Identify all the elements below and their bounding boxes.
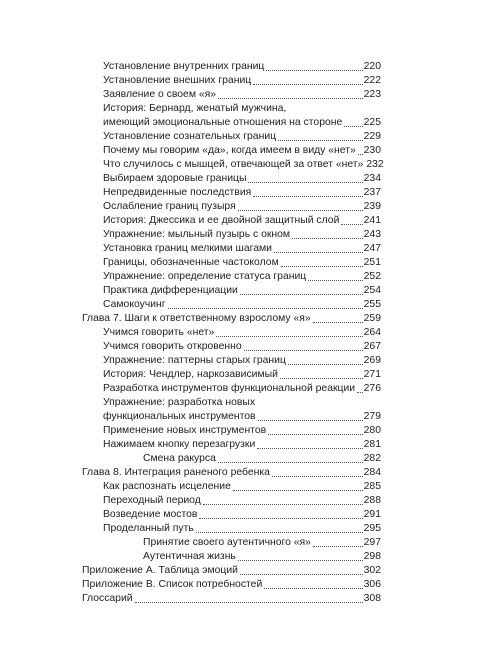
dot-leader (268, 433, 363, 435)
toc-entry-title: Приложение В. Список потребностей (82, 579, 263, 590)
toc-entry (103, 522, 381, 535)
toc-page-number: 297 (363, 537, 381, 548)
toc-entry-title: Глоссарий (82, 593, 133, 604)
toc-page-number: 251 (363, 257, 381, 268)
dot-leader (248, 181, 362, 183)
dot-leader (313, 321, 363, 323)
toc-entry-title: Глава 8. Интеграция раненого ребенка (82, 467, 270, 478)
toc-entry (103, 186, 381, 199)
toc-page-number: 243 (363, 229, 381, 240)
toc-entry (103, 144, 381, 157)
toc-entry-title: Что случилось с мышцей, отвечающей за ответ «нет» (103, 159, 364, 170)
toc-entry-title: Установление внутренних границ (103, 61, 265, 72)
toc-entry (82, 466, 381, 479)
toc-page-number: 298 (363, 551, 381, 562)
toc-entry-title: Переходный период (103, 495, 201, 506)
dot-leader (240, 293, 363, 295)
dot-leader (258, 419, 363, 421)
dot-leader (218, 461, 363, 463)
toc-entry (103, 298, 381, 311)
toc-page-number: 264 (363, 327, 381, 338)
toc-entry (103, 158, 384, 171)
toc-entry (103, 102, 381, 115)
dot-leader (233, 489, 363, 491)
toc-page-number: 308 (363, 593, 381, 604)
dot-leader (292, 237, 363, 239)
toc-entry (103, 116, 381, 129)
toc-entry (103, 200, 381, 213)
toc-page-number: 241 (363, 215, 381, 226)
toc-entry-title: Установление сознательных границ (103, 131, 277, 142)
dot-leader (266, 69, 362, 71)
toc-entry (103, 480, 381, 493)
toc-entry-title: Упражнение: разработка новых (103, 397, 256, 408)
toc-page-number: 269 (363, 355, 381, 366)
toc-entry-title: Проделанный путь (103, 523, 194, 534)
dot-leader (358, 153, 363, 155)
dot-leader (278, 139, 363, 141)
toc-page-number: 276 (363, 383, 381, 394)
toc-entry (103, 494, 381, 507)
toc-page-number: 220 (363, 61, 381, 72)
dot-leader (253, 83, 362, 85)
dot-leader (196, 531, 363, 533)
toc-page-number: 237 (363, 187, 381, 198)
toc-entry (103, 284, 381, 297)
toc-entry-title: Практика дифференциации (103, 285, 238, 296)
dot-leader (253, 195, 362, 197)
dot-leader (288, 363, 363, 365)
toc-entry (82, 592, 381, 605)
toc-entry-title: Самокоучинг (103, 299, 166, 310)
toc-page-number: 306 (363, 579, 381, 590)
toc-entry-title: Установление внешних границ (103, 75, 252, 86)
toc-entry-title: Почему мы говорим «да», когда имеем в виду «нет» (103, 145, 356, 156)
dot-leader (341, 223, 362, 225)
toc-entry (103, 172, 381, 185)
toc-page-number: 271 (363, 369, 381, 380)
toc-page-number: 234 (363, 173, 381, 184)
toc-entry (143, 550, 381, 563)
toc-entry-title: Границы, обозначенные частоколом (103, 257, 279, 268)
toc-entry (103, 424, 381, 437)
toc-entry (103, 88, 381, 101)
toc-entry (103, 270, 381, 283)
toc-page-number: 230 (363, 145, 381, 156)
toc-entry-title: Упражнение: паттерны старых границ (103, 355, 286, 366)
toc-page-number: 279 (363, 411, 381, 422)
toc-entry (143, 536, 381, 549)
toc-page-number: 288 (363, 495, 381, 506)
toc-entry (82, 578, 381, 591)
toc-entry-title: Ослабление границ пузыря (103, 201, 236, 212)
toc-page-number: 232 (366, 159, 384, 170)
dot-leader (357, 391, 363, 393)
toc-entry (103, 396, 381, 409)
dot-leader (218, 97, 363, 99)
toc-entry (103, 354, 381, 367)
toc-entry (103, 368, 381, 381)
toc-entry-title: Учимся говорить откровенно (103, 341, 242, 352)
toc-entry-title: Выбираем здоровые границы (103, 173, 247, 184)
toc-entry-title: Установка границ мелкими шагами (103, 243, 272, 254)
toc-page-number: 223 (363, 89, 381, 100)
toc-page-number: 282 (363, 453, 381, 464)
toc-entry (103, 326, 381, 339)
toc-entry-title: Возведение мостов (103, 509, 198, 520)
toc-page-number: 302 (363, 565, 381, 576)
toc-page-number: 295 (363, 523, 381, 534)
toc-entry-title: Упражнение: определение статуса границ (103, 271, 307, 282)
toc-entry (103, 508, 381, 521)
toc-entry-title: Применение новых инструментов (103, 425, 267, 436)
toc-entry (82, 312, 381, 325)
toc-page-number: 285 (363, 481, 381, 492)
toc-page-number: 280 (363, 425, 381, 436)
toc-entry-title: Приложение А. Таблица эмоций (82, 565, 238, 576)
toc-page-number: 254 (363, 285, 381, 296)
dot-leader (281, 265, 363, 267)
toc-page-number: 291 (363, 509, 381, 520)
dot-leader (264, 587, 362, 589)
toc-entry-title: Разработка инструментов функциональной реакции (103, 383, 356, 394)
toc-entry (103, 214, 381, 227)
toc-entry (103, 60, 381, 73)
toc-entry-title: История: Бернард, женатый мужчина, (103, 103, 287, 114)
toc-entry (103, 382, 381, 395)
toc-entry-title: Заявление о своем «я» (103, 89, 217, 100)
toc-entry (143, 452, 381, 465)
toc-page-number: 225 (363, 117, 381, 128)
toc-entry-title: функциональных инструментов (103, 411, 256, 422)
toc-page-number: 222 (363, 75, 381, 86)
dot-leader (199, 517, 362, 519)
toc-entry (103, 340, 381, 353)
toc-page-number: 229 (363, 131, 381, 142)
toc-page-number: 255 (363, 299, 381, 310)
toc-entry-title: Нажимаем кнопку перезагрузки (103, 439, 256, 450)
toc-entry-title: Учимся говорить «нет» (103, 327, 215, 338)
dot-leader (240, 573, 363, 575)
dot-leader (244, 349, 363, 351)
toc-entry-title: Принятие своего аутентичного «я» (143, 537, 311, 548)
toc-entry (103, 242, 381, 255)
dot-leader (344, 125, 362, 127)
toc-entry-title: имеющий эмоциональные отношения на стороне (103, 117, 343, 128)
toc-page-number: 284 (363, 467, 381, 478)
dot-leader (238, 559, 363, 561)
dot-leader (308, 279, 362, 281)
toc-entry-title: Глава 7. Шаги к ответственному взрослому «я» (82, 313, 311, 324)
dot-leader (313, 545, 363, 547)
toc-entry (103, 130, 381, 143)
toc-entry (103, 410, 381, 423)
toc-entry (103, 228, 381, 241)
toc-page-number: 267 (363, 341, 381, 352)
toc-entry-title: Упражнение: мыльный пузырь с окном (103, 229, 291, 240)
toc-entry-title: История: Чендлер, наркозависимый (103, 369, 278, 380)
toc-page-number: 259 (363, 313, 381, 324)
toc-page-number: 281 (363, 439, 381, 450)
dot-leader (272, 475, 363, 477)
toc-entry (103, 438, 381, 451)
toc-page-number: 252 (363, 271, 381, 282)
toc-entry-title: Как распознать исцеление (103, 481, 231, 492)
toc-entry-title: История: Джессика и ее двойной защитный слой (103, 215, 340, 226)
dot-leader (216, 335, 362, 337)
dot-leader (257, 447, 362, 449)
toc-page-number: 239 (363, 201, 381, 212)
toc-page-number: 247 (363, 243, 381, 254)
toc-entry (103, 74, 381, 87)
dot-leader (238, 209, 363, 211)
toc-entry-title: Аутентичная жизнь (143, 551, 236, 562)
toc-entry (103, 256, 381, 269)
dot-leader (168, 307, 363, 309)
dot-leader (135, 601, 363, 603)
dot-leader (203, 503, 363, 505)
dot-leader (280, 377, 363, 379)
toc-entry-title: Непредвиденные последствия (103, 187, 252, 198)
toc-entry (82, 564, 381, 577)
toc-entry-title: Смена ракурса (143, 453, 216, 464)
dot-leader (274, 251, 363, 253)
